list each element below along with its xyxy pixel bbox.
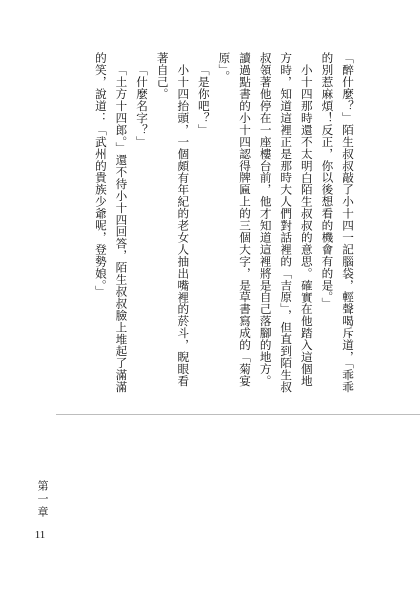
chapter-label: 第一章 — [36, 480, 49, 519]
paragraph: 小十四那時還不太明白陌生叔叔的意思。確實在他踏入這個地方時，知道這裡正是那時大人們對話裡的「吉原」，但直到陌生叔叔領著他停在一座樓台前，他才知道這裡將是自己落腳的地方。讀過點書的小十四認得牌匾上的三個大字，是草書寫成的「菊宴原」。 — [217, 52, 314, 393]
body-text — [90, 52, 358, 394]
paragraph: 「醉什麼？」陌生叔叔敲了小十四一記腦袋，輕聲喝斥道，「乖乖的別惹麻煩！反正，你以後想看的機會有的是。」 — [320, 52, 355, 393]
paragraph: 「是你吧？」 — [196, 63, 211, 136]
paragraph: 小十四抬頭，一個頗有年紀的老女人抽出嘴裡的菸斗，睨眼看著自己。 — [155, 52, 191, 387]
paragraph: 「土方十四郎。」還不待小十四回答，陌生叔叔臉上堆起了滿滿的笑，說道：「武州的貴族少爺呢，登勢娘。」 — [93, 52, 129, 393]
footer-divider — [56, 414, 420, 415]
paragraph: 「什麼名字？」 — [135, 63, 150, 148]
page-number: 11 — [34, 529, 46, 541]
